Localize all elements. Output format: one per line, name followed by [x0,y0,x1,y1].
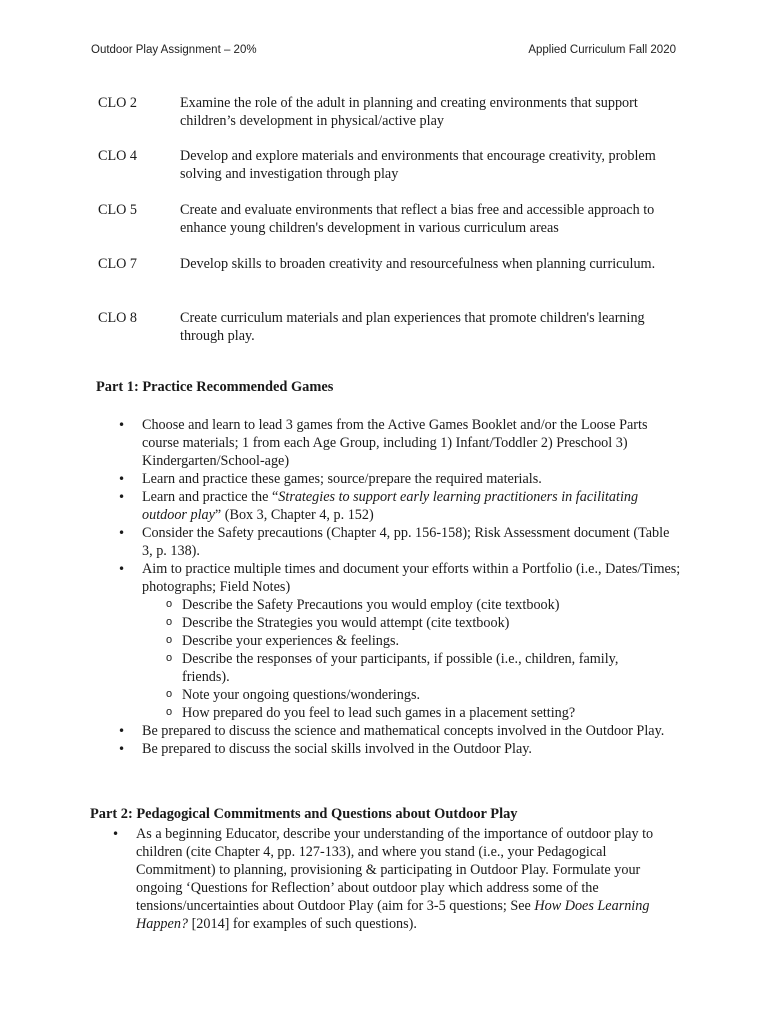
sub-list-item [96,686,682,704]
clo-code: CLO 4 [98,148,138,164]
list-item-text: As a beginning Educator, describe your understanding of the importance of outdoor play to children (cite Chapter 4, pp. 127-133), and where you stand (i.e., your Pedagogical Commitment) to planning, provisioning & participating in Outdoor Play. Formulate your ongoing ‘Questions for Reflection’ about outdoor play which address some of the tensions/uncertainties about Outdoor Play (aim for 3-5 questions; See [136,826,654,914]
part2-bullet-list [90,825,682,933]
sub-list-item [96,614,682,632]
part1-bullet-list [96,416,682,758]
clo-description: Create curriculum materials and plan experiences that promote children's learning through play. [180,310,645,344]
list-item [96,560,682,596]
list-item-text: Be prepared to discuss the social skills involved in the Outdoor Play. [142,741,532,757]
list-item [96,524,682,560]
clo-code: CLO 8 [98,310,138,326]
list-item [96,740,682,758]
clo-code: CLO 2 [98,95,138,111]
sub-list-item-text: Describe the responses of your participants, if possible (i.e., children, family, friends). [182,651,619,685]
reference-title: How Does Learning Happen? [136,898,650,932]
clo-description: Examine the role of the adult in planning and creating environments that support children’s development in physical/active play [180,95,638,129]
clo-description: Develop and explore materials and environments that encourage creativity, problem solving and investigation through play [180,148,656,182]
list-item-text: Aim to practice multiple times and document your efforts within a Portfolio (i.e., Dates/Times; photographs; Field Notes) [142,561,681,595]
sub-list-item-text: Note your ongoing questions/wonderings. [182,687,421,703]
clo-code: CLO 5 [98,202,138,218]
sub-list-item [96,650,682,686]
list-item [90,825,682,933]
strategies-title: Strategies to support early learning practitioners in facilitating outdoor play [142,489,639,523]
sub-list-item [96,596,682,614]
list-item [96,416,682,470]
header-assignment-title: Outdoor Play Assignment – 20% [91,44,257,56]
sub-list-item-text: Describe your experiences & feelings. [182,633,400,649]
list-item-text: Learn and practice these games; source/prepare the required materials. [142,471,542,487]
part2-heading: Part 2: Pedagogical Commitments and Questions about Outdoor Play [90,806,518,822]
list-item-text: Learn and practice the “ [142,489,279,505]
list-item [96,488,682,524]
sub-list-item-text: Describe the Strategies you would attempt (cite textbook) [182,615,510,631]
part1-heading: Part 1: Practice Recommended Games [96,379,334,395]
list-item [96,470,682,488]
sub-list-item [96,632,682,650]
list-item-text: Choose and learn to lead 3 games from the Active Games Booklet and/or the Loose Parts course materials; 1 from each Age Group, including 1) Infant/Toddler 2) Preschool 3) Kindergarten/School-age) [142,417,648,469]
clo-description: Develop skills to broaden creativity and resourcefulness when planning curriculum. [180,256,656,272]
sub-list-item-text: Describe the Safety Precautions you would employ (cite textbook) [182,597,560,613]
clo-code: CLO 7 [98,256,138,272]
list-item-text: [2014] for examples of such questions). [188,916,417,932]
list-item-text: Consider the Safety precautions (Chapter 4, pp. 156-158); Risk Assessment document (Table 3, p. 138). [142,525,670,559]
clo-description: Create and evaluate environments that reflect a bias free and accessible approach to enhance young children's development in various curriculum areas [180,202,655,236]
list-item-text: Be prepared to discuss the science and mathematical concepts involved in the Outdoor Play. [142,723,665,739]
list-item-text: ” (Box 3, Chapter 4, p. 152) [214,507,374,523]
header-course-term: Applied Curriculum Fall 2020 [528,44,676,56]
sub-list-item-text: How prepared do you feel to lead such games in a placement setting? [182,705,576,721]
sub-list-item [96,704,682,722]
list-item [96,722,682,740]
